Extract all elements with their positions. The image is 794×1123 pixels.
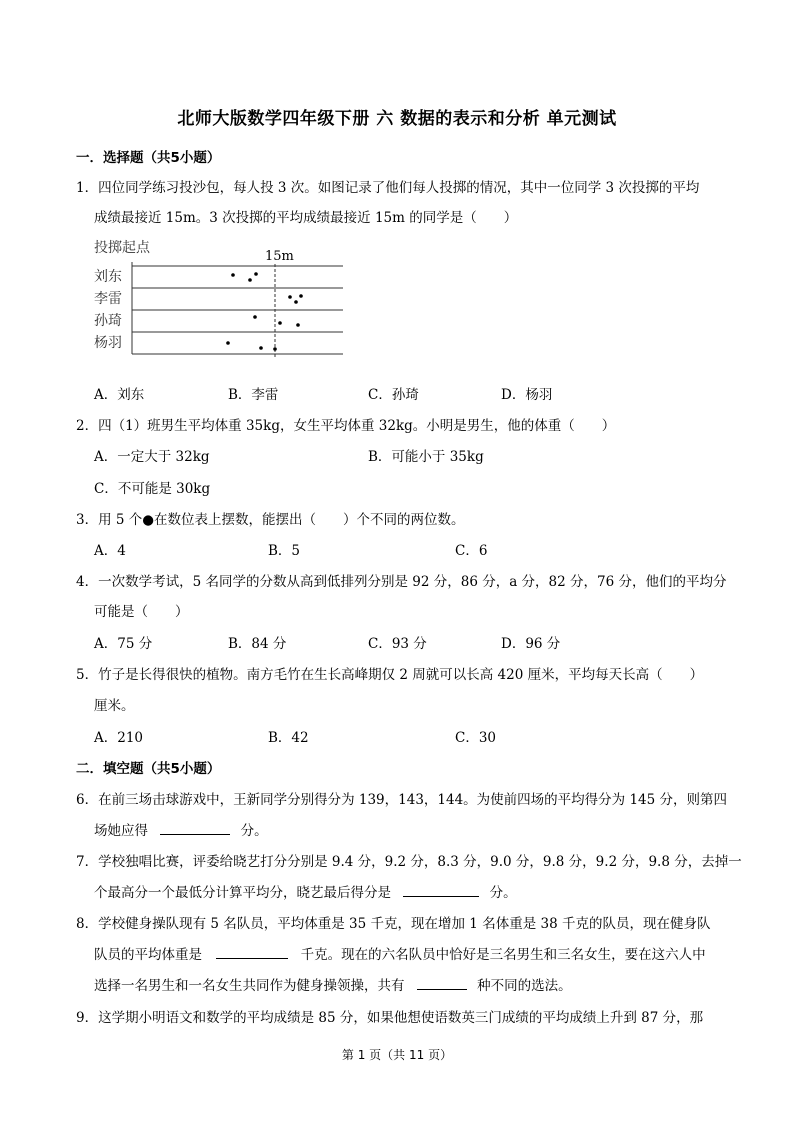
question-5-option-b[interactable]: B．42 bbox=[268, 730, 309, 746]
question-3-option-b[interactable]: B．5 bbox=[268, 543, 301, 559]
question-8-text-before: 队员的平均体重是 bbox=[94, 947, 202, 963]
throw-dot bbox=[254, 272, 258, 276]
question-7-text-before: 个最高分一个最低分计算平均分，晓艺最后得分是 bbox=[94, 885, 391, 901]
question-6-text: 6．在前三场击球游戏中，王新同学分别得分为 139，143，144。为使前四场的平均得分为 145 分，则第四 bbox=[76, 792, 728, 808]
question-6-text-before: 场她应得 bbox=[94, 823, 148, 839]
question-6-blank[interactable] bbox=[160, 822, 230, 835]
page-footer: 第 1 页（共 11 页） bbox=[341, 1048, 453, 1062]
question-7-text-after: 分。 bbox=[489, 885, 517, 901]
question-4-option-b[interactable]: B．84 分 bbox=[228, 636, 287, 652]
question-1-option-d[interactable]: D．杨羽 bbox=[501, 387, 553, 403]
question-8-text: 8．学校健身操队现有 5 名队员，平均体重是 35 千克，现在增加 1 名体重是 38 千克的队员，现在健身队 bbox=[76, 916, 711, 932]
question-5-text: 5．竹子是长得很快的植物。南方毛竹在生长高峰期仅 2 周就可以长高 420 厘米，平均每天长高（ ） bbox=[76, 667, 704, 683]
question-1-option-a[interactable]: A．刘东 bbox=[94, 387, 145, 403]
question-8-text-cont bbox=[94, 943, 706, 963]
question-7-blank[interactable] bbox=[403, 884, 479, 897]
question-2-text: 2．四（1）班男生平均体重 35kg，女生平均体重 32kg。小明是男生，他的体重（ ） bbox=[76, 418, 616, 434]
chart-start-label: 投掷起点 bbox=[94, 240, 150, 256]
question-5-option-a[interactable]: A．210 bbox=[94, 730, 144, 746]
section-heading-fill: 二．填空题（共5小题） bbox=[76, 761, 221, 777]
question-2-option-b[interactable]: B．可能小于 35kg bbox=[368, 449, 484, 465]
throw-dot bbox=[273, 347, 277, 351]
question-3-option-a[interactable]: A．4 bbox=[94, 543, 126, 559]
page-title: 北师大版数学四年级下册 六 数据的表示和分析 单元测试 bbox=[177, 109, 617, 129]
question-6-text-cont bbox=[94, 819, 268, 839]
throw-dot bbox=[288, 295, 292, 299]
throw-dot bbox=[278, 321, 282, 325]
question-2-option-c[interactable]: C．不可能是 30kg bbox=[94, 481, 211, 497]
throw-dot bbox=[296, 323, 300, 327]
question-7-text-cont bbox=[94, 881, 517, 901]
question-1-text: 1．四位同学练习投沙包，每人投 3 次。如图记录了他们每人投掷的情况，其中一位同学 3 次投掷的平均 bbox=[76, 180, 700, 196]
throw-dot bbox=[253, 315, 257, 319]
question-4-option-c[interactable]: C．93 分 bbox=[368, 636, 427, 652]
throw-dot bbox=[231, 273, 235, 277]
question-3-option-c[interactable]: C．6 bbox=[455, 543, 488, 559]
question-1-option-b[interactable]: B．李雷 bbox=[228, 387, 279, 403]
chart-name-label: 刘东 bbox=[94, 269, 122, 285]
question-4-text: 4．一次数学考试，5 名同学的分数从高到低排列分别是 92 分，86 分，a 分，82 分，76 分，他们的平均分 bbox=[76, 574, 727, 590]
question-4-option-a[interactable]: A．75 分 bbox=[94, 636, 153, 652]
throw-dot bbox=[259, 346, 263, 350]
question-8-blank-2[interactable] bbox=[417, 977, 467, 990]
question-8-text-before-2: 选择一名男生和一名女生共同作为健身操领操，共有 bbox=[94, 978, 405, 994]
question-5-option-c[interactable]: C．30 bbox=[455, 730, 497, 746]
throw-dot bbox=[226, 341, 230, 345]
chart-mark-label: 15m bbox=[265, 249, 294, 264]
throw-dot bbox=[294, 300, 298, 304]
chart-name-label: 杨羽 bbox=[94, 335, 122, 351]
throw-chart bbox=[90, 236, 350, 366]
question-5-text-cont: 厘米。 bbox=[94, 698, 135, 714]
chart-name-label: 李雷 bbox=[94, 291, 122, 307]
question-6-text-after: 分。 bbox=[240, 823, 268, 839]
question-9-text: 9．这学期小明语文和数学的平均成绩是 85 分，如果他想使语数英三门成绩的平均成绩上升到 87 分，那 bbox=[76, 1010, 704, 1026]
question-4-option-d[interactable]: D．96 分 bbox=[501, 636, 561, 652]
question-7-text: 7．学校独唱比赛，评委给晓艺打分分别是 9.4 分，9.2 分，8.3 分，9.0 分，9.8 分，9.2 分，9.8 分，去掉一 bbox=[76, 854, 742, 870]
question-8-text-after-2: 种不同的选法。 bbox=[477, 978, 572, 994]
throw-dot bbox=[248, 278, 252, 282]
question-8-text-cont2 bbox=[94, 974, 572, 994]
question-3-text: 3．用 5 个●在数位表上摆数，能摆出（ ）个不同的两位数。 bbox=[76, 512, 465, 528]
chart-name-label: 孙琦 bbox=[94, 313, 122, 329]
question-1-text-cont: 成绩最接近 15m。3 次投掷的平均成绩最接近 15m 的同学是（ ） bbox=[94, 210, 518, 226]
question-8-blank-1[interactable] bbox=[216, 946, 288, 959]
question-1-option-c[interactable]: C．孙琦 bbox=[368, 387, 419, 403]
question-8-text-after: 千克。现在的六名队员中恰好是三名男生和三名女生，要在这六人中 bbox=[300, 947, 706, 963]
question-4-text-cont: 可能是（ ） bbox=[94, 604, 189, 620]
section-heading-choice: 一．选择题（共5小题） bbox=[76, 150, 221, 166]
question-2-option-a[interactable]: A．一定大于 32kg bbox=[94, 449, 210, 465]
throw-dot bbox=[299, 294, 303, 298]
